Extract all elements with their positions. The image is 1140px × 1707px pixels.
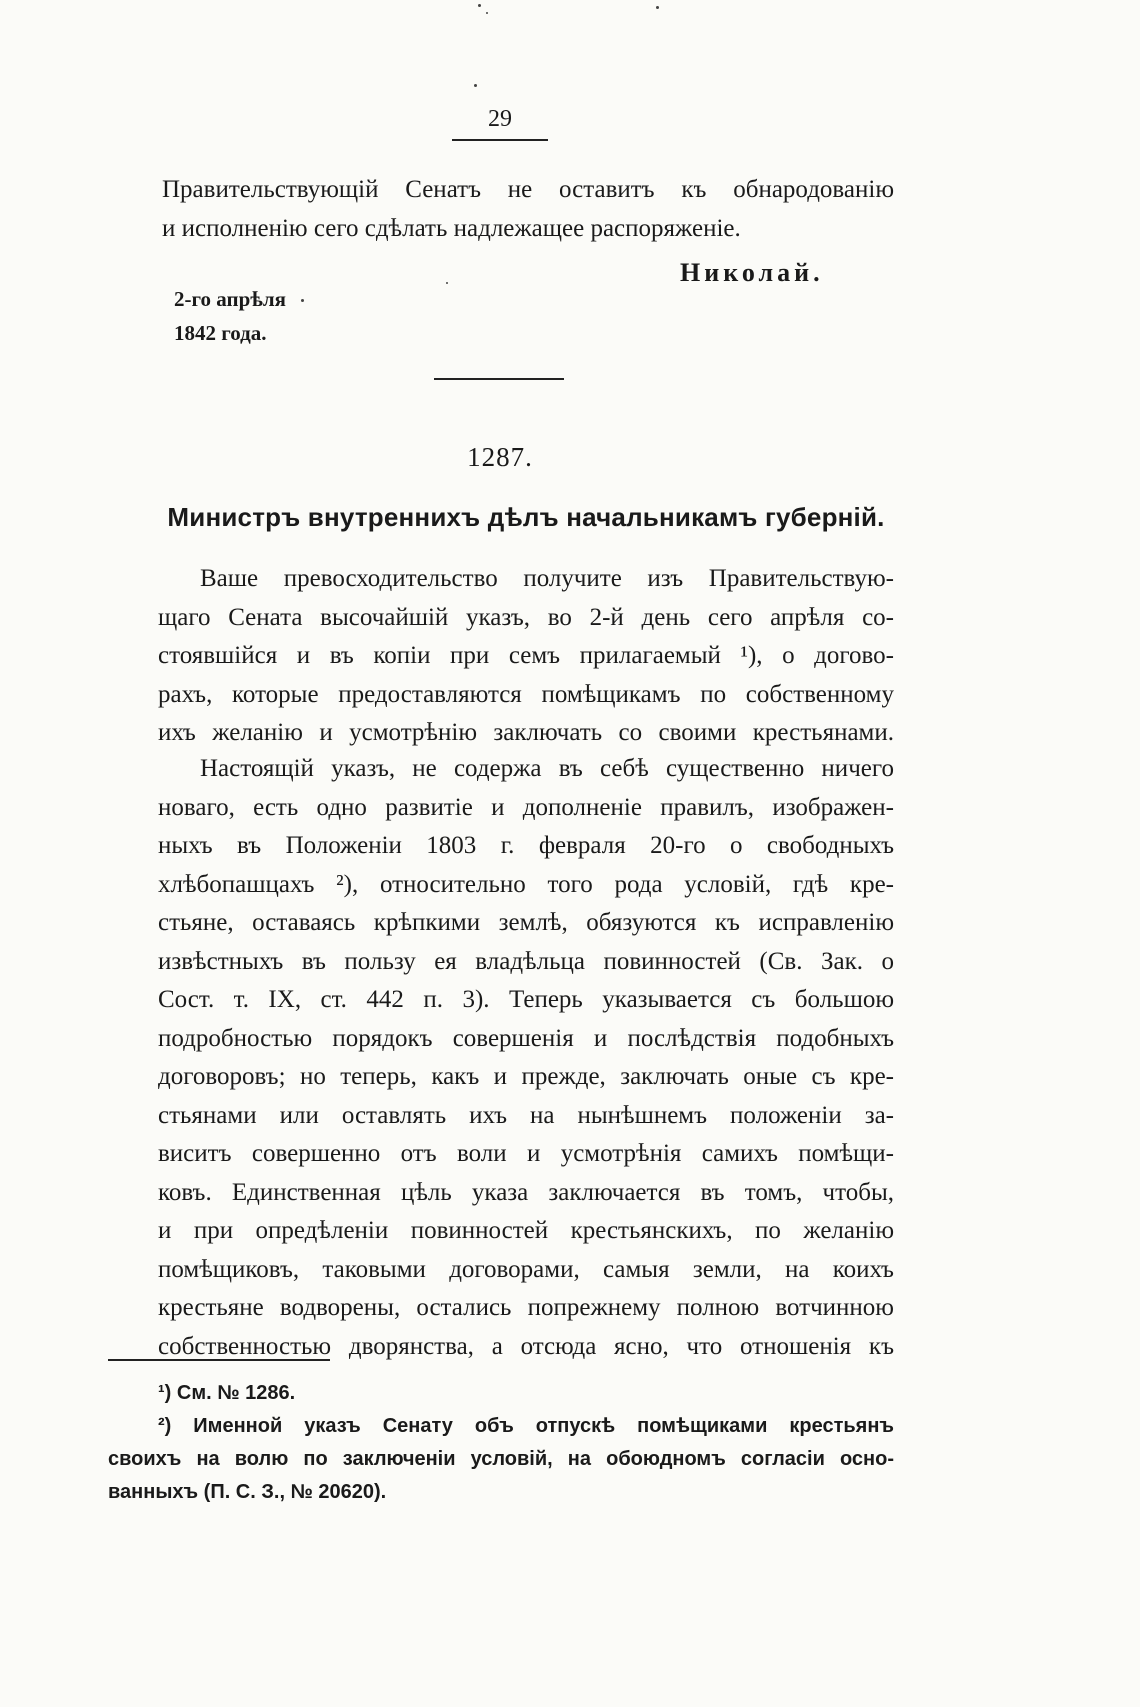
signature: Николай. xyxy=(680,258,824,287)
text-line: стоявшійся и въ копіи при семъ прилагаемый ¹), о догово- xyxy=(158,642,894,669)
scan-speck xyxy=(446,282,448,284)
date-line: 1842 года. xyxy=(174,321,267,345)
document-number: 1287. xyxy=(467,442,533,472)
text-line: ковъ. Единственная цѣль указа заключается въ томъ, чтобы, xyxy=(158,1178,894,1206)
text-line: стьянами или оставлять ихъ на нынѣшнемъ положеніи за- xyxy=(158,1101,894,1129)
footnote-2-line: ванныхъ (П. С. З., № 20620). xyxy=(108,1481,387,1503)
document-title: Министръ внутреннихъ дѣлъ начальникамъ губерній. xyxy=(167,502,885,532)
text-line: ныхъ въ Положеніи 1803 г. февраля 20-го о свободныхъ xyxy=(158,832,894,859)
footnote-2-line: своихъ на волю по заключеніи условій, на обоюдномъ согласіи осно- xyxy=(108,1448,894,1470)
text-line: подробностью порядокъ совершенія и послѣдствія подобныхъ xyxy=(158,1024,894,1052)
footnote-1: ¹) См. № 1286. xyxy=(158,1382,296,1404)
scan-speck xyxy=(474,84,477,87)
date-block xyxy=(174,282,286,350)
body-paragraph-2 xyxy=(158,750,894,1366)
text-line: рахъ, которые предоставляются помѣщикамъ по собственному xyxy=(158,680,894,708)
footnotes xyxy=(108,1377,894,1509)
text-line: хлѣбопашцахъ ²), относительно того рода условій, гдѣ кре- xyxy=(158,870,894,898)
text-line: извѣстныхъ въ пользу ея владѣльца повинностей (Св. Зак. о xyxy=(158,947,894,975)
intro-paragraph xyxy=(158,171,894,248)
footnote-rule xyxy=(108,1359,330,1361)
scan-speck xyxy=(478,4,481,7)
text-line: договоровъ; но теперь, какъ и прежде, заключать оные съ кре- xyxy=(158,1063,894,1090)
body-paragraph-1 xyxy=(158,560,894,753)
text-line: Ваше превосходительство получите изъ Правительствую- xyxy=(200,565,894,592)
scan-speck xyxy=(486,12,488,14)
page-number: 29 xyxy=(488,106,512,132)
text-line: Сост. т. IX, ст. 442 п. 3). Теперь указывается съ большою xyxy=(158,986,894,1013)
text-line: стьяне, оставаясь крѣпкими землѣ, обязуются къ исправленію xyxy=(158,909,894,936)
text-line: помѣщиковъ, таковыми договорами, самыя земли, на коихъ xyxy=(158,1255,894,1283)
scan-speck xyxy=(656,6,659,9)
text-line: Правительствующій Сенатъ не оставитъ къ обнародованію xyxy=(162,176,894,203)
text-line: и при опредѣленіи повинностей крестьянскихъ, по желанію xyxy=(158,1217,894,1244)
text-line: ихъ желанію и усмотрѣнію заключать со своими крестьянами. xyxy=(158,719,894,746)
scan-speck xyxy=(301,299,304,302)
date-line: 2-го апрѣля xyxy=(174,287,287,311)
footnote-2-line: ²) Именной указъ Сенату объ отпускѣ помѣщиками крестьянъ xyxy=(158,1415,894,1437)
text-line: щаго Сената высочайшій указъ, во 2-й день сего апрѣля со- xyxy=(158,603,894,631)
text-line: новаго, есть одно развитіе и дополненіе правилъ, изображен- xyxy=(158,793,894,821)
text-line: Настоящій указъ, не содержа въ себѣ существенно ничего xyxy=(200,755,894,782)
page-number-rule xyxy=(452,139,548,141)
section-separator xyxy=(434,378,564,380)
text-line: и исполненію сего сдѣлать надлежащее распоряженіе. xyxy=(162,214,741,242)
text-line: виситъ совершенно отъ воли и усмотрѣнія самихъ помѣщи- xyxy=(158,1140,894,1167)
text-line: собственностью дворянства, а отсюда ясно, что отношенія къ xyxy=(158,1332,894,1360)
text-line: крестьяне водворены, остались попрежнему полною вотчинною xyxy=(158,1294,894,1321)
